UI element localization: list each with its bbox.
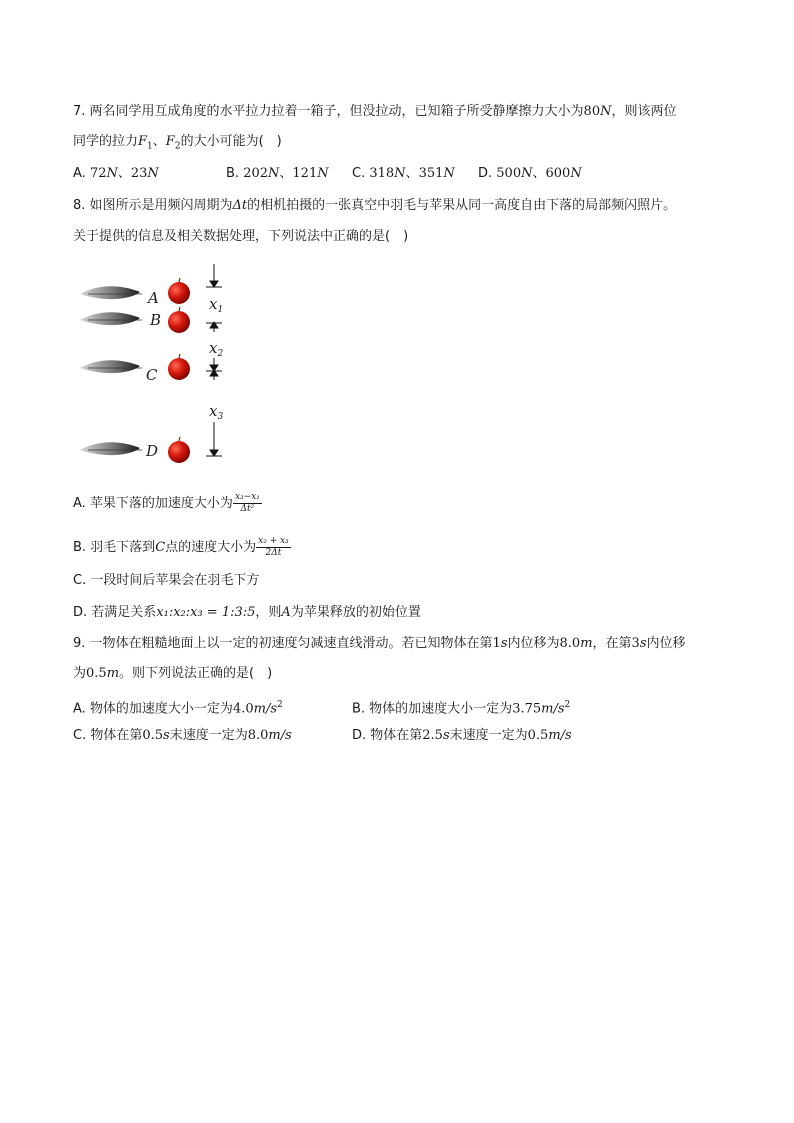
q7-option-a[interactable]: A. 72N、23N xyxy=(73,166,159,181)
apple-icon xyxy=(168,307,190,333)
q7-text3: 的大小可能为( ) xyxy=(180,134,282,149)
option-text: C. 一段时间后苹果会在羽毛下方 xyxy=(73,573,260,588)
option-unit: N xyxy=(570,166,582,181)
q7-F1: F xyxy=(138,134,148,149)
q9-stem-line1 xyxy=(73,634,686,654)
option-exponent: 2 xyxy=(564,700,571,710)
option-text: 为苹果释放的初始位置 xyxy=(290,605,421,620)
q7-text-tail: ，则该两位 xyxy=(611,104,677,119)
q9-stem-line2 xyxy=(73,664,272,684)
option-time: 0.5 xyxy=(142,728,164,743)
option-unit: N xyxy=(521,166,533,181)
option-text: A. 苹果下落的加速度大小为 xyxy=(73,496,233,511)
option-value: 600 xyxy=(545,166,571,181)
option-value: 318 xyxy=(369,166,395,181)
apple-icon xyxy=(168,437,190,463)
fraction-numerator: x₃−x₁ xyxy=(234,492,260,502)
q7-stem-line1 xyxy=(73,102,676,122)
q7-sub2: 2 xyxy=(174,141,181,152)
option-unit: m/s xyxy=(541,701,565,717)
fraction xyxy=(256,536,291,559)
q8-stem-line2 xyxy=(73,227,408,247)
q9-text: 9. 一物体在粗糙地面上以一定的初速度匀减速直线滑动。若已知物体在第 xyxy=(73,636,493,651)
point-label: C xyxy=(155,540,166,555)
option-s: s xyxy=(163,728,170,743)
q9-option-b[interactable] xyxy=(352,695,570,719)
q8-delta-t: Δt xyxy=(232,198,248,213)
q7-text: 7. 两名同学用互成角度的水平拉力拉着一箱子，但没拉动，已知箱子所受静摩擦力大小为 xyxy=(73,104,584,119)
label-a: A xyxy=(148,289,159,307)
q9-t1: 1 xyxy=(492,636,501,651)
q8-stem-line1 xyxy=(73,196,676,216)
option-unit: m/s xyxy=(253,701,278,717)
q9-option-a[interactable] xyxy=(73,695,283,719)
q9-option-c[interactable] xyxy=(73,726,292,746)
q9-d2: 0.5 xyxy=(86,666,107,681)
q9-s2: s xyxy=(639,636,647,651)
option-text: B. 羽毛下落到 xyxy=(73,540,156,555)
apple-icon xyxy=(168,354,190,380)
apple-icon xyxy=(168,278,190,304)
fraction-denominator: 2Δt xyxy=(265,548,282,558)
q7-friction-value: 80 xyxy=(583,104,601,119)
q7-text2: 同学的拉力 xyxy=(73,134,139,149)
q8-text2: 的相机拍摄的一张真空中羽毛与苹果从同一高度自由下落的局部频闪照片。 xyxy=(247,198,677,213)
option-value: 121 xyxy=(292,166,318,181)
fraction-numerator: x₂ + x₃ xyxy=(258,536,289,546)
q9-t3: 3 xyxy=(631,636,640,651)
option-value: 351 xyxy=(418,166,444,181)
q9-d1: 8.0 xyxy=(559,636,581,651)
feather-icon xyxy=(80,442,142,455)
x2-label: $x_2$ xyxy=(209,339,224,359)
label-c: C xyxy=(146,366,158,384)
distance-markers xyxy=(206,264,222,456)
x1-label: $x_1$ xyxy=(209,295,224,315)
option-unit: N xyxy=(394,166,406,181)
q8-text: 8. 如图所示是用频闪周期为 xyxy=(73,198,233,213)
q8-option-c[interactable] xyxy=(73,571,259,591)
option-value: 202 xyxy=(243,166,269,181)
q7-option-b[interactable]: B. 202N、121N xyxy=(226,166,329,181)
option-label: C. xyxy=(352,166,370,181)
option-text: B. 物体的加速度大小一定为 xyxy=(352,701,513,717)
option-time: 2.5 xyxy=(422,728,443,743)
q7-option-c[interactable]: C. 318N、351N xyxy=(352,166,455,181)
option-unit: N xyxy=(106,166,118,181)
option-value: 0.5 xyxy=(527,728,549,743)
option-unit: m/s xyxy=(268,728,292,743)
q9-text5: 为 xyxy=(73,666,87,681)
option-s: s xyxy=(442,728,450,743)
option-text: C. 物体在第 xyxy=(73,728,143,743)
option-label: A. xyxy=(73,166,90,181)
x3-label: $x_3$ xyxy=(209,402,224,422)
ratio-relation: x₁:x₂:x₃ = 1:3:5 xyxy=(156,605,256,620)
option-value: 4.0 xyxy=(232,701,254,717)
option-text: 末速度一定为 xyxy=(169,728,248,743)
option-value: 72 xyxy=(89,166,107,181)
option-value: 500 xyxy=(496,166,522,181)
option-unit: N xyxy=(317,166,329,181)
option-text: D. 若满足关系 xyxy=(73,605,157,620)
q7-F2: F xyxy=(165,134,175,149)
option-label: B. xyxy=(226,166,244,181)
fraction-denominator: Δt² xyxy=(240,504,255,514)
option-text: A. 物体的加速度大小一定为 xyxy=(73,701,233,717)
q7-sep: 、 xyxy=(152,134,166,149)
option-unit: m/s xyxy=(548,728,572,743)
label-b: B xyxy=(150,311,162,329)
label-d: D xyxy=(146,442,159,460)
point-label: A xyxy=(281,605,291,620)
feather-icon xyxy=(80,286,142,299)
q7-option-d[interactable]: D. 500N、600N xyxy=(478,166,582,181)
q8-option-d[interactable] xyxy=(73,603,421,623)
option-text: D. 物体在第 xyxy=(352,728,423,743)
q8-text3: 关于提供的信息及相关数据处理，下列说法中正确的是( ) xyxy=(73,229,409,244)
feather-icon xyxy=(80,312,142,325)
q9-m: m xyxy=(580,636,593,651)
option-text: ，则 xyxy=(255,605,282,620)
q9-m2: m xyxy=(106,666,120,681)
q7-sub1: 1 xyxy=(147,141,153,152)
option-unit: N xyxy=(147,166,159,181)
q9-s: s xyxy=(500,636,508,651)
option-value: 3.75 xyxy=(512,701,542,717)
option-label: D. xyxy=(478,166,497,181)
option-unit: N xyxy=(268,166,280,181)
q8-option-b[interactable] xyxy=(73,536,291,559)
option-unit: N xyxy=(443,166,455,181)
q9-option-d[interactable] xyxy=(352,726,572,746)
option-value: 23 xyxy=(130,166,148,181)
fraction xyxy=(233,492,262,515)
feather-icon xyxy=(80,360,142,373)
q9-text6: 。则下列说法正确的是( ) xyxy=(119,666,273,681)
q7-stem-line2 xyxy=(73,132,282,157)
q9-text2: 内位移为 xyxy=(507,636,560,651)
q8-option-a[interactable] xyxy=(73,492,262,515)
option-exponent: 2 xyxy=(277,700,283,710)
option-text: 点的速度大小为 xyxy=(165,540,257,555)
q9-text3: ，在第 xyxy=(592,636,632,651)
q9-text4: 内位移 xyxy=(646,636,686,651)
q7-unit: N xyxy=(600,104,612,119)
option-value: 8.0 xyxy=(247,728,269,743)
strobe-photo-figure xyxy=(78,262,238,472)
option-text: 末速度一定为 xyxy=(449,728,528,743)
